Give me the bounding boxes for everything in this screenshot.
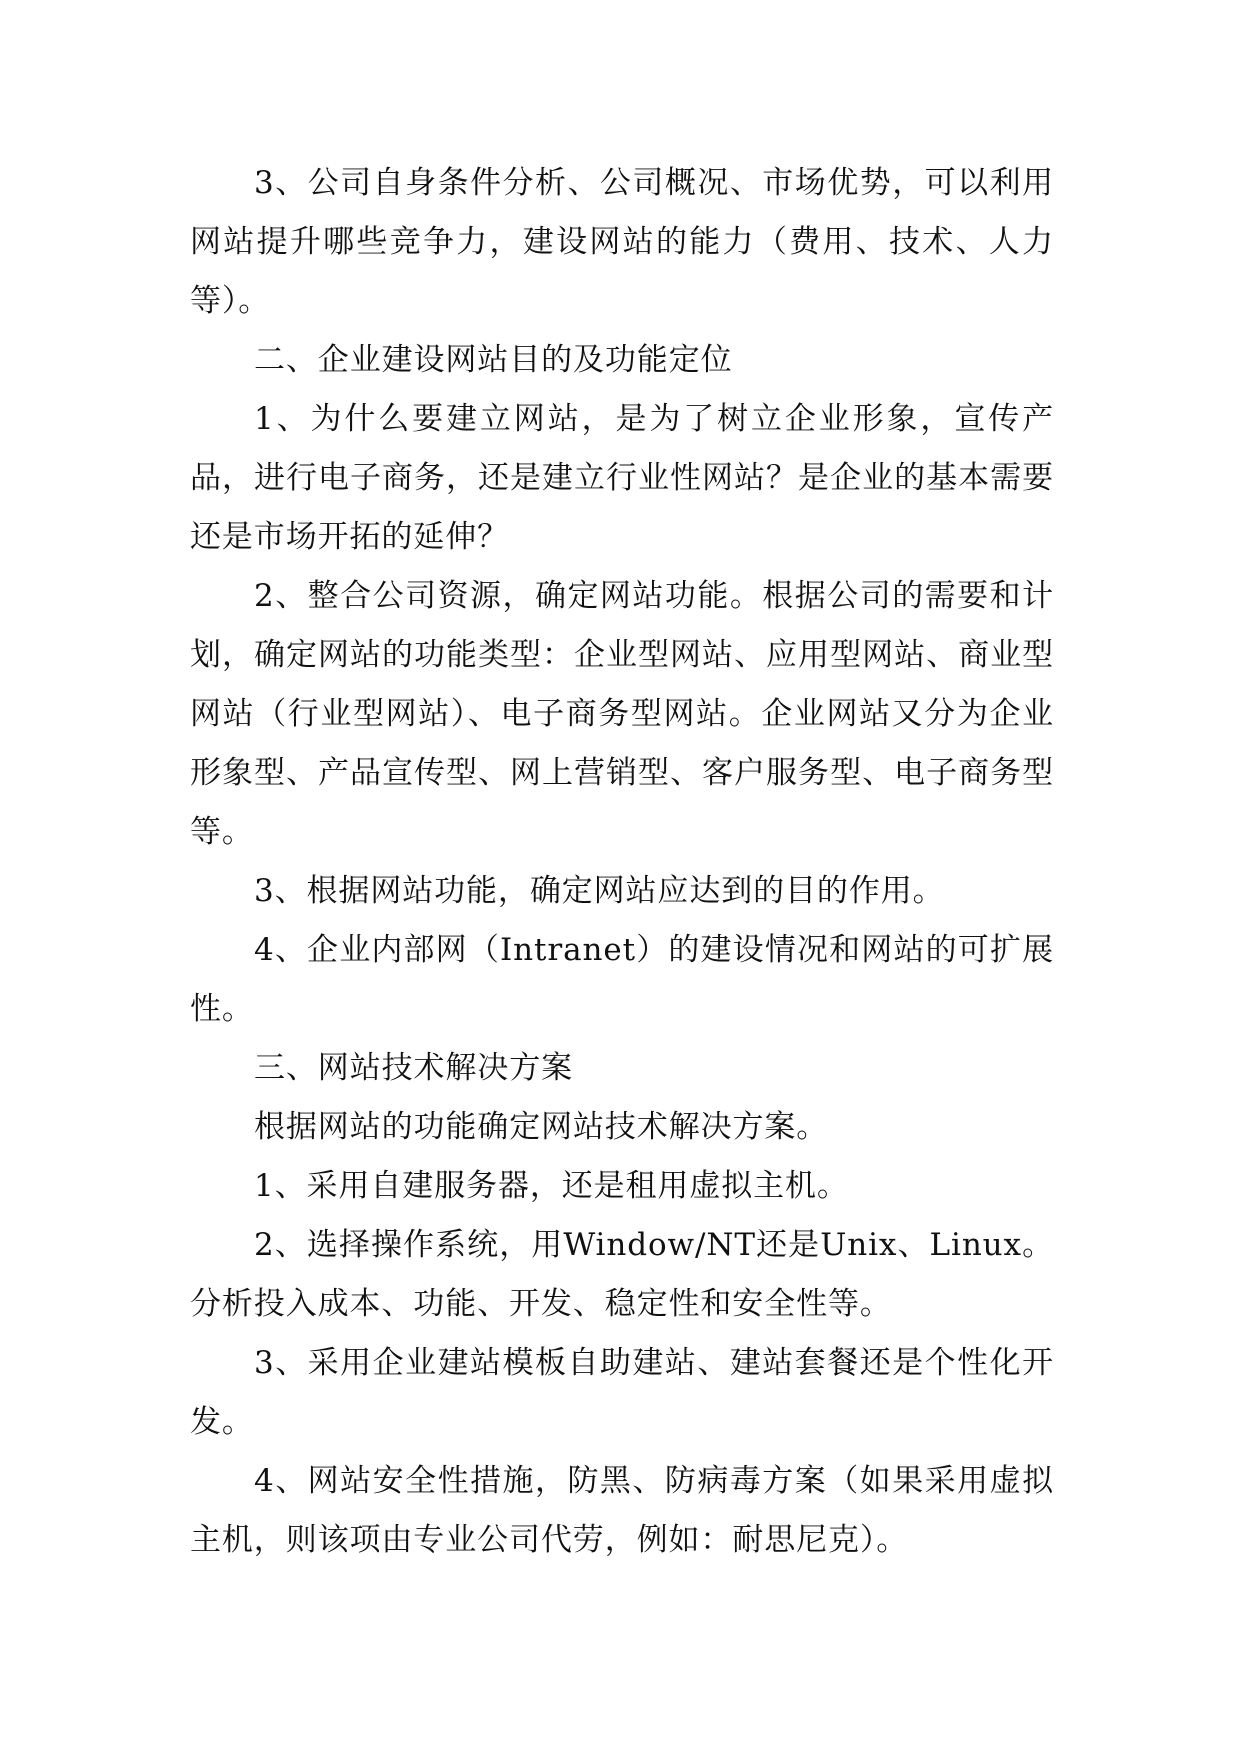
section-heading-technical: 三、网站技术解决方案	[254, 1050, 573, 1086]
paragraph-security: 4、网站安全性措施，防黑、防病毒方案（如果采用虚拟主机，则该项由专业公司代劳，例如：耐思尼克）。	[190, 1463, 1054, 1558]
paragraph-os-choice: 2、选择操作系统，用Window/NT还是Unix、Linux。分析投入成本、功能、开发、稳定性和安全性等。	[190, 1227, 1054, 1322]
paragraph-why-build-site: 1、为什么要建立网站，是为了树立企业形象，宣传产品，进行电子商务，还是建立行业性网站？是企业的基本需要还是市场开拓的延伸？	[190, 401, 1054, 555]
paragraph-intranet: 4、企业内部网（Intranet）的建设情况和网站的可扩展性。	[190, 932, 1054, 1027]
paragraph-integrate-resources: 2、整合公司资源，确定网站功能。根据公司的需要和计划，确定网站的功能类型：企业型网站、应用型网站、商业型网站（行业型网站）、电子商务型网站。企业网站又分为企业形象型、产品宣传型、网上营销型、客户服务型、电子商务型等。	[190, 578, 1054, 850]
document-body	[190, 154, 1054, 1570]
section-heading-purpose: 二、企业建设网站目的及功能定位	[254, 342, 733, 378]
paragraph-site-goals: 3、根据网站功能，确定网站应达到的目的作用。	[254, 873, 945, 909]
paragraph-server-choice: 1、采用自建服务器，还是租用虚拟主机。	[254, 1168, 849, 1204]
paragraph-template-choice: 3、采用企业建站模板自助建站、建站套餐还是个性化开发。	[190, 1345, 1054, 1440]
paragraph-technical-intro: 根据网站的功能确定网站技术解决方案。	[254, 1109, 829, 1145]
paragraph-company-analysis: 3、公司自身条件分析、公司概况、市场优势，可以利用网站提升哪些竞争力，建设网站的能力（费用、技术、人力等）。	[190, 165, 1054, 319]
